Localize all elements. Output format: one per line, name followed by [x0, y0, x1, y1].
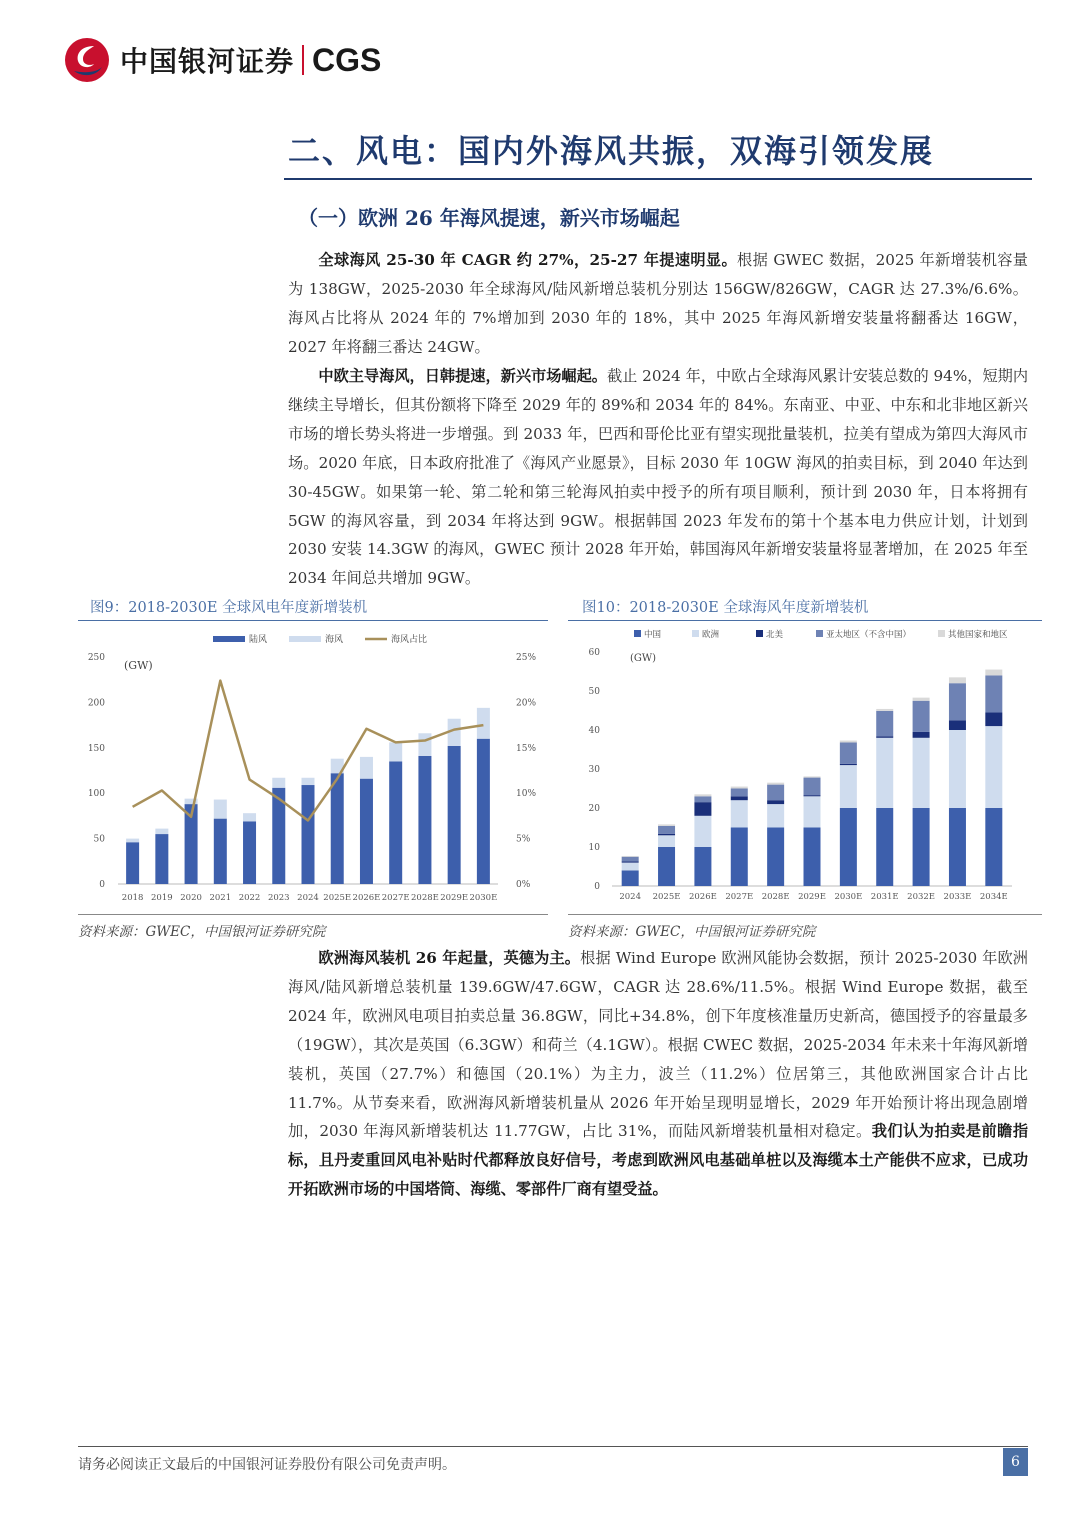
- x-tick-label: 2028E: [761, 892, 790, 902]
- bar-亚太地区（不含中国）: [622, 857, 639, 862]
- figure-9-source: 资料来源：GWEC，中国银河证券研究院: [78, 924, 326, 940]
- x-tick-label: 2034E: [979, 892, 1008, 902]
- y-tick-label: 60: [588, 648, 600, 658]
- paragraph-body: 截止 2024 年，中欧占全球海风累计安装总数的 94%，短期内继续主导增长，但其份额将下降至 2029 年的 89%和 2034 年的 84%。东南亚、中亚、中东和北非地区新兴市场的增长势头将进一步增强。到 2033 年，巴西和哥伦比亚有望实现批量装机，拉美有望成为第四大海风市场。2020 年底，日本政府批准了《海风产业愿景》，目标 2030 年 10GW 海风的拍卖目标，到 2040 年达到 30-45GW。如果第一轮、第二轮和第三轮海风拍卖中授予的所有项目顺利，预计到 2030 年，日本将拥有 5GW 的海风容量，到 2034 年将达到 9GW。根据韩国 2023 年发布的第十个基本电力供应计划，计划到 2030 安装 14.3GW 的海风，GWEC 预计 2028 年开始，韩国海风年新增安装量将显著增加，在 2025 年至 2034 年间总共增加 9GW。: [288, 367, 1029, 588]
- legend-label: 欧洲: [702, 630, 720, 640]
- x-tick-label: 2024: [297, 893, 319, 903]
- x-tick-label: 2029E: [440, 893, 469, 903]
- unit-label: (GW): [630, 653, 657, 664]
- bar-海风: [302, 778, 315, 785]
- legend-label: 亚太地区（不含中国）: [826, 630, 912, 640]
- legend-label: 陆风: [249, 635, 268, 645]
- footer-disclaimer: 请务必阅读正文最后的中国银河证券股份有限公司免责声明。: [78, 1457, 456, 1473]
- bar-海风: [126, 839, 139, 843]
- unit-label: (GW): [124, 659, 153, 672]
- section-title: 二、风电：国内外海风共振，双海引领发展: [288, 132, 935, 170]
- x-tick-label: 2030E: [834, 892, 863, 902]
- subsection-title: （一）欧洲 26 年海风提速，新兴市场崛起: [298, 206, 680, 230]
- bar-其他国家和地区: [985, 670, 1002, 676]
- bar-亚太地区（不含中国）: [731, 789, 748, 797]
- bar-其他国家和地区: [913, 698, 930, 701]
- legend-swatch: [938, 630, 945, 637]
- bar-欧洲: [694, 816, 711, 847]
- bar-欧洲: [804, 796, 821, 827]
- bar-北美: [913, 732, 930, 738]
- bar-亚太地区（不含中国）: [985, 675, 1002, 712]
- page-number: 6: [1003, 1448, 1028, 1476]
- y2-tick-label: 20%: [516, 698, 537, 709]
- x-tick-label: 2026E: [688, 892, 717, 902]
- y2-tick-label: 25%: [516, 653, 537, 663]
- x-tick-label: 2020: [180, 893, 202, 903]
- x-tick-label: 2025E: [323, 893, 352, 903]
- paragraph-body: 根据 GWEC 数据，2025 年新增装机容量为 138GW，2025-2030 年全球海风/陆风新增总装机分别达 156GW/826GW，CAGR 达 27.3%/6.6%。海风占比将从 2024 年的 7%增加到 2030 年的 18%，其中 2025 年海风新增安装量将翻番达 16GW，2027 年将翻三番达 24GW。: [288, 251, 1028, 356]
- bar-海风: [389, 742, 402, 761]
- paragraph-china-europe: [288, 362, 1028, 593]
- y-tick-label: 10: [588, 843, 600, 853]
- brand-name-en: CGS: [312, 41, 382, 78]
- bar-其他国家和地区: [658, 824, 675, 826]
- bar-其他国家和地区: [949, 677, 966, 683]
- x-tick-label: 2018: [121, 893, 144, 903]
- bar-欧洲: [658, 835, 675, 847]
- y2-tick-label: 0%: [516, 880, 531, 890]
- legend-swatch: [634, 630, 641, 637]
- bar-其他国家和地区: [622, 856, 639, 857]
- paragraph-europe-offshore: [288, 944, 1028, 1204]
- bar-陆风: [155, 834, 168, 884]
- legend-label: 中国: [644, 630, 662, 640]
- figure-10-title: 图10：2018-2030E 全球海风年度新增装机: [582, 600, 869, 616]
- bar-中国: [658, 847, 675, 886]
- x-tick-label: 2027E: [381, 893, 410, 903]
- legend-swatch: [289, 636, 321, 642]
- y2-tick-label: 15%: [516, 743, 537, 754]
- x-tick-label: 2021: [209, 893, 232, 903]
- figure-9-rule: [78, 620, 548, 621]
- bar-陆风: [448, 746, 461, 884]
- x-tick-label: 2025E: [652, 892, 681, 902]
- bar-陆风: [214, 819, 227, 884]
- bar-北美: [731, 796, 748, 800]
- bar-中国: [731, 828, 748, 887]
- legend-label: 北美: [766, 630, 784, 640]
- bar-北美: [949, 720, 966, 730]
- bar-陆风: [331, 773, 344, 884]
- bar-其他国家和地区: [876, 709, 893, 711]
- bar-陆风: [126, 842, 139, 884]
- y-tick-label: 40: [588, 726, 600, 736]
- bar-欧洲: [767, 804, 784, 827]
- brand-logo: [64, 36, 381, 84]
- bar-欧洲: [731, 800, 748, 827]
- bar-中国: [804, 828, 821, 887]
- bar-陆风: [477, 739, 490, 884]
- bar-亚太地区（不含中国）: [767, 785, 784, 801]
- y-tick-label: 250: [87, 653, 105, 663]
- bar-中国: [840, 808, 857, 886]
- y-tick-label: 0: [594, 882, 600, 892]
- legend-swatch: [692, 630, 699, 637]
- bar-海风: [418, 733, 431, 756]
- bar-海风: [214, 800, 227, 819]
- bar-海风: [243, 813, 256, 821]
- bar-其他国家和地区: [694, 794, 711, 796]
- paragraph-lead: 中欧主导海风，日韩提速，新兴市场崛起。: [318, 367, 607, 385]
- y-tick-label: 20: [588, 804, 600, 814]
- bar-陆风: [418, 756, 431, 884]
- figure-10-rule: [568, 620, 1042, 621]
- x-tick-label: 2023: [267, 893, 290, 903]
- figure-10-chart: [568, 622, 1042, 912]
- bar-欧洲: [840, 765, 857, 808]
- y-tick-label: 150: [87, 743, 105, 754]
- x-tick-label: 2027E: [725, 892, 754, 902]
- x-tick-label: 2022: [238, 893, 261, 903]
- bar-其他国家和地区: [804, 776, 821, 777]
- footer-divider: [78, 1446, 1028, 1447]
- bar-海风: [272, 778, 285, 788]
- bar-北美: [694, 802, 711, 816]
- bar-亚太地区（不含中国）: [804, 778, 821, 796]
- figure-9-chart: [78, 622, 548, 912]
- bar-中国: [622, 870, 639, 886]
- y-tick-label: 50: [93, 834, 105, 845]
- bar-中国: [949, 808, 966, 886]
- bar-陆风: [243, 821, 256, 884]
- x-tick-label: 2032E: [907, 892, 936, 902]
- x-tick-label: 2030E: [469, 893, 498, 903]
- legend-swatch: [756, 630, 763, 637]
- figure-10-source: 资料来源：GWEC，中国银河证券研究院: [568, 924, 816, 940]
- bar-亚太地区（不含中国）: [949, 683, 966, 720]
- bar-其他国家和地区: [767, 783, 784, 785]
- paragraph-conclusion: 我们认为拍卖是前瞻指标，且丹麦重回风电补贴时代都释放良好信号，考虑到欧洲风电基础单桩以及海缆本土产能供不应求，已成功开拓欧洲市场的中国塔筒、海缆、零部件厂商有望受益。: [288, 1122, 1029, 1199]
- legend-label: 海风占比: [391, 635, 428, 645]
- figure-10-bottom-rule: [568, 914, 1042, 915]
- bar-北美: [840, 764, 857, 765]
- bar-北美: [876, 736, 893, 738]
- cgs-logo-icon: [64, 37, 110, 83]
- bar-中国: [985, 808, 1002, 886]
- bar-陆风: [389, 761, 402, 884]
- bar-海风: [360, 757, 373, 779]
- brand-separator: [302, 45, 304, 75]
- y-tick-label: 30: [588, 765, 600, 775]
- bar-中国: [694, 847, 711, 886]
- bar-海风: [477, 708, 490, 739]
- legend-swatch: [213, 636, 245, 642]
- bar-其他国家和地区: [731, 787, 748, 789]
- brand-name-cn: 中国银河证券: [120, 45, 295, 78]
- paragraph-lead: 全球海风 25-30 年 CAGR 约 27%，25-27 年提速明显。: [318, 251, 738, 269]
- paragraph-body: 根据 Wind Europe 欧洲风能协会数据，预计 2025-2030 年欧洲海风/陆风新增总装机量 139.6GW/47.6GW，CAGR 达 28.6%/11.5%。根据 Wind Europe 数据，截至 2024 年，欧洲风电项目拍卖总量 36.8GW，同比+34.8%，创下年度核准量历史新高，德国授予的容量最多（19GW），其次是英国（6.3GW）和荷兰（4.1GW）。根据 CWEC 数据，2025-2034 年未来十年海风新增装机，英国（27.7%）和德国（20.1%）为主力，波兰（11.2%）位居第三，其他欧洲国家合计占比 11.7%。从节奏来看，欧洲海风新增装机量从 2026 年开始呈现明显增长，2029 年开始预计将出现急剧增加，2030 年海风新增装机达 11.77GW，占比 31%，而陆风新增装机量相对稳定。: [288, 949, 1028, 1141]
- figure-9-title: 图9：2018-2030E 全球风电年度新增装机: [90, 600, 368, 616]
- bar-亚太地区（不含中国）: [658, 826, 675, 834]
- bar-亚太地区（不含中国）: [876, 711, 893, 736]
- bar-海风: [155, 829, 168, 834]
- bar-北美: [622, 861, 639, 862]
- y-tick-label: 50: [588, 687, 600, 697]
- y-tick-label: 0: [99, 880, 105, 890]
- bar-欧洲: [949, 730, 966, 808]
- bar-欧洲: [913, 738, 930, 808]
- bar-中国: [767, 828, 784, 887]
- bar-欧洲: [622, 863, 639, 871]
- figure-9-bottom-rule: [78, 914, 548, 915]
- bar-亚太地区（不含中国）: [694, 796, 711, 802]
- bar-亚太地区（不含中国）: [913, 701, 930, 732]
- x-tick-label: 2033E: [943, 892, 972, 902]
- bar-亚太地区（不含中国）: [840, 742, 857, 763]
- bar-陆风: [302, 785, 315, 884]
- bar-北美: [804, 795, 821, 796]
- bar-北美: [658, 834, 675, 836]
- bar-中国: [913, 808, 930, 886]
- bar-欧洲: [876, 738, 893, 808]
- paragraph-lead: 欧洲海风装机 26 年起量，英德为主。: [318, 949, 581, 967]
- bar-欧洲: [985, 726, 1002, 808]
- bar-其他国家和地区: [840, 741, 857, 743]
- legend-label: 海风: [325, 635, 344, 645]
- legend-swatch: [816, 630, 823, 637]
- bar-中国: [876, 808, 893, 886]
- y2-tick-label: 10%: [516, 789, 537, 800]
- x-tick-label: 2031E: [870, 892, 899, 902]
- y-tick-label: 100: [87, 789, 105, 800]
- legend-label: 其他国家和地区: [948, 630, 1008, 640]
- bar-北美: [985, 712, 1002, 726]
- y2-tick-label: 5%: [516, 834, 531, 845]
- x-tick-label: 2029E: [798, 892, 826, 902]
- bar-陆风: [360, 779, 373, 884]
- title-divider: [284, 178, 1032, 180]
- paragraph-global-offshore: [288, 246, 1028, 362]
- x-tick-label: 2026E: [352, 893, 381, 903]
- x-tick-label: 2028E: [411, 893, 439, 903]
- x-tick-label: 2019: [151, 893, 173, 903]
- x-tick-label: 2024: [619, 892, 642, 902]
- bar-北美: [767, 800, 784, 804]
- y-tick-label: 200: [87, 698, 105, 709]
